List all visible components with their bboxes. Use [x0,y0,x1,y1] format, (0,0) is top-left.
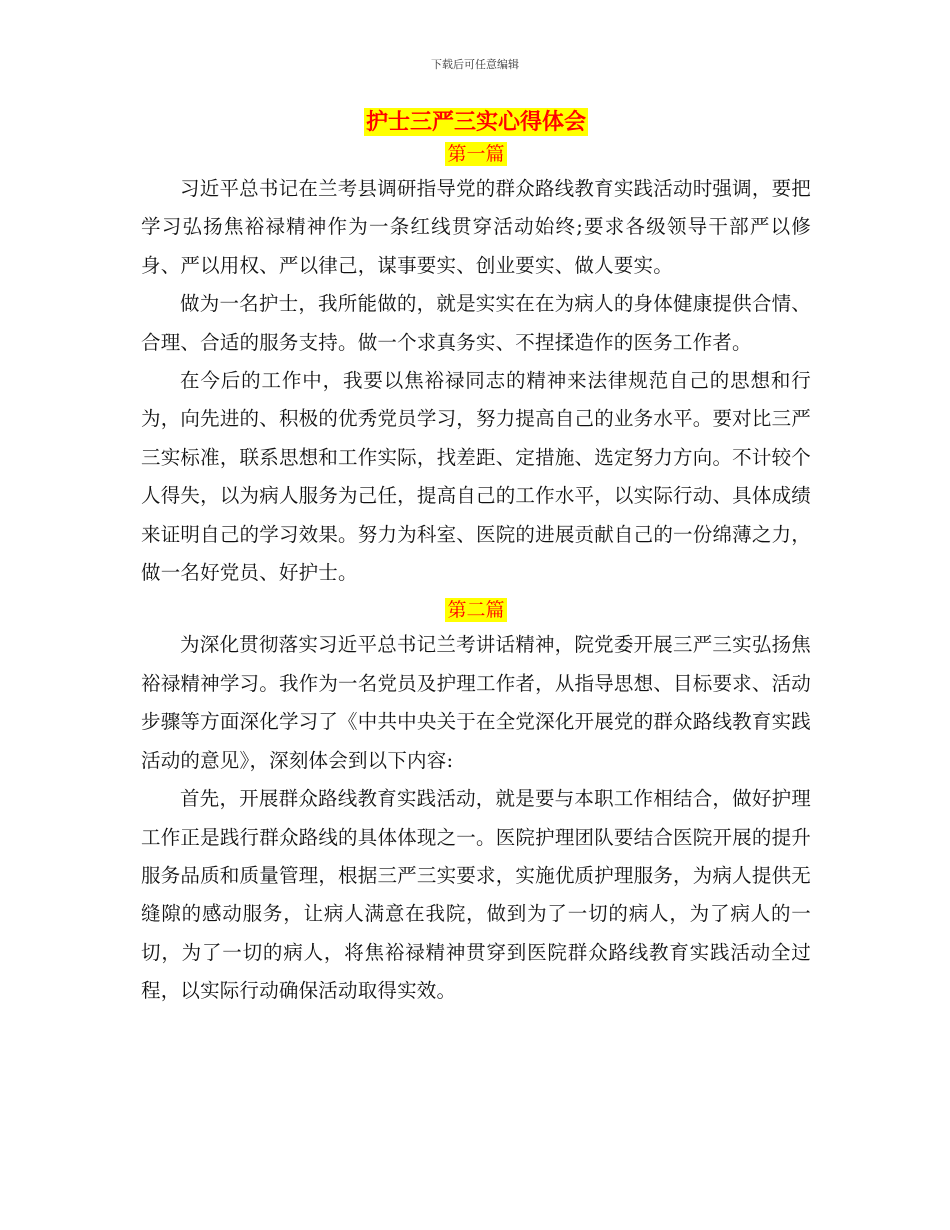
document-title: 护士三严三实心得体会 [365,109,586,135]
document-body [141,108,811,1011]
paragraph: 在今后的工作中，我要以焦裕禄同志的精神来法律规范自己的思想和行为，向先进的、积极的优秀党员学习，努力提高自己的业务水平。要对比三严三实标准，联系思想和工作实际，找差距、定措施、选定努力方向。不计较个人得失，以为病人服务为己任，提高自己的工作水平，以实际行动、具体成绩来证明自己的学习效果。努力为科室、医院的进展贡献自己的一份绵薄之力，做一名好党员、好护士。 [141,369,811,585]
section-1 [141,140,811,592]
section-heading-row [141,140,811,170]
paragraph: 为深化贯彻落实习近平总书记兰考讲话精神，院党委开展三严三实弘扬焦裕禄精神学习。我作为一名党员及护理工作者，从指导思想、目标要求、活动步骤等方面深化学习了《中共中央关于在全党深化开展党的群众路线教育实践活动的意见》，深刻体会到以下内容: [141,633,811,772]
paragraph: 做为一名护士，我所能做的，就是实实在在为病人的身体健康提供合情、合理、合适的服务支持。做一个求真务实、不捏揉造作的医务工作者。 [141,292,811,354]
section-heading: 第一篇 [447,143,505,165]
header-note: 下载后可任意编辑 [431,58,519,71]
section-heading: 第二篇 [447,599,505,622]
section-2 [141,596,811,1010]
title-row [141,108,811,140]
section-heading-row [141,596,811,626]
paragraph: 习近平总书记在兰考县调研指导党的群众路线教育实践活动时强调，要把学习弘扬焦裕禄精神作为一条红线贯穿活动始终;要求各级领导干部严以修身、严以用权、严以律己，谋事要实、创业要实、做人要实。 [141,177,811,277]
paragraph: 首先，开展群众路线教育实践活动，就是要与本职工作相结合，做好护理工作正是践行群众路线的具体体现之一。医院护理团队要结合医院开展的提升服务品质和质量管理，根据三严三实要求，实施优质护理服务，为病人提供无缝隙的感动服务，让病人满意在我院，做到为了一切的病人，为了病人的一切，为了一切的病人，将焦裕禄精神贯穿到医院群众路线教育实践活动全过程，以实际行动确保活动取得实效。 [141,787,811,1003]
